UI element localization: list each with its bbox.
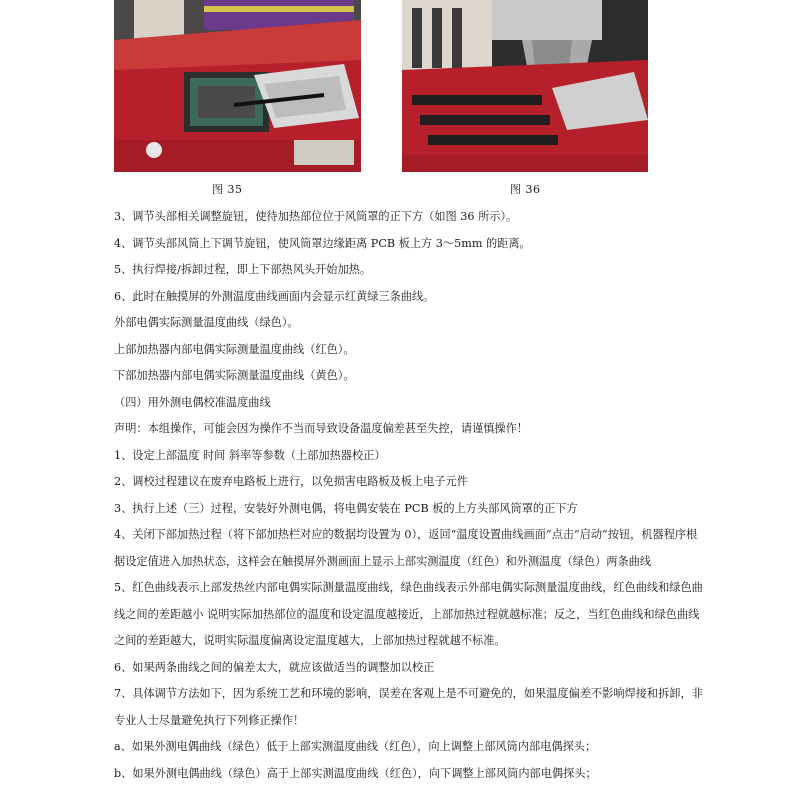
paragraph: 4、关闭下部加热过程（将下部加热栏对应的数据均设置为 0），返回“温度设置曲线画面”点击“启动”按钮，机器程序根据设定值进入加热状态，这样会在触摸屏外测画面上显示上部实测温度（红色）和外测温度（绿色）两条曲线: [114, 528, 698, 568]
figure-36-caption: 图 36: [510, 183, 541, 196]
paragraph: 1、设定上部温度 时间 斜率等参数（上部加热器校正）: [114, 448, 386, 462]
paragraph: 下部加热器内部电偶实际测量温度曲线（黄色）。: [114, 369, 355, 382]
figure-35-caption: 图 35: [212, 183, 243, 196]
paragraph: 7、具体调节方法如下，因为系统工艺和环境的影响，误差在客观上是不可避免的，如果温度偏差不影响焊接和拆卸，非专业人士尽量避免执行下列修正操作！: [114, 687, 703, 727]
document-body: [114, 204, 704, 787]
paragraph: 5、红色曲线表示上部发热丝内部电偶实际测量温度曲线，绿色曲线表示外部电偶实际测量温度曲线，红色曲线和绿色曲线之间的差距越小 说明实际加热部位的温度和设定温度越接近，上部加热过程就越标准；反之，当红色曲线和绿色曲线之间的差距越大，说明实际温度偏离设定温度越大，上部加热过程就越不标准。: [114, 581, 703, 647]
paragraph: 声明：本组操作，可能会因为操作不当而导致设备温度偏差甚至失控，请谨慎操作！: [114, 422, 528, 435]
paragraph: 2、调校过程建议在废弃电路板上进行，以免损害电路板及板上电子元件: [114, 475, 468, 488]
paragraph: 3、调节头部相关调整旋钮，使待加热部位位于风筒罩的正下方（如图 36 所示）。: [114, 210, 518, 223]
paragraph: a、如果外测电偶曲线（绿色）低于上部实测温度曲线（红色），向上调整上部风筒内部电偶探头；: [114, 740, 597, 753]
paragraph: 6、此时在触摸屏的外测温度曲线画面内会显示红黄绿三条曲线。: [114, 289, 435, 303]
paragraph: 5、执行焊接/拆卸过程，即上下部热风头开始加热。: [114, 263, 372, 276]
figure-36-photo: [402, 0, 648, 172]
paragraph: 4、调节头部风筒上下调节旋钮，使风筒罩边缘距离 PCB 板上方 3～5mm 的距离。: [114, 236, 531, 250]
figure-35-photo: [114, 0, 361, 172]
section-heading: （四）用外测电偶校准温度曲线: [114, 395, 271, 409]
paragraph: 6、如果两条曲线之间的偏差太大，就应该做适当的调整加以校正: [114, 660, 435, 674]
paragraph: b、如果外测电偶曲线（绿色）高于上部实测温度曲线（红色），向下调整上部风筒内部电偶探头；: [114, 766, 597, 780]
paragraph: 外部电偶实际测量温度曲线（绿色）。: [114, 316, 299, 329]
paragraph: 3、执行上述（三）过程，安装好外测电偶，将电偶安装在 PCB 板的上方头部风筒罩的正下方: [114, 501, 578, 515]
paragraph: 上部加热器内部电偶实际测量温度曲线（红色）。: [114, 342, 355, 356]
